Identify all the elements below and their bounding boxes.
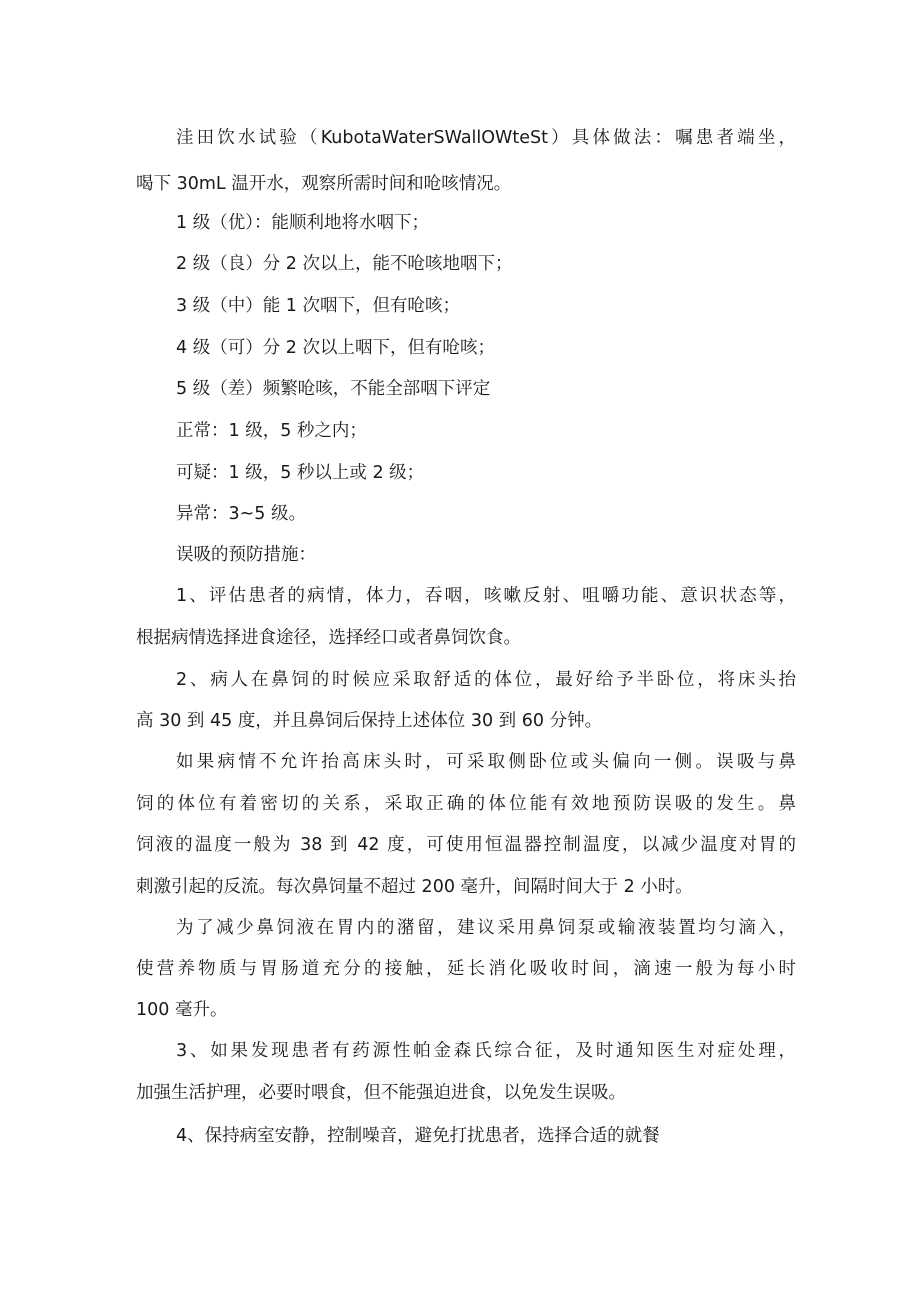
paragraph-line: 3、如果发现患者有药源性帕金森氏综合征，及时通知医生对症处理， bbox=[176, 1041, 796, 1061]
paragraph-line: 加强生活护理，必要时喂食，但不能强迫进食，以免发生误吸。 bbox=[136, 1083, 626, 1103]
paragraph-line: 使营养物质与胃肠道充分的接触，延长消化吸收时间，滴速一般为每小时 bbox=[136, 959, 796, 979]
paragraph-line: 根据病情选择进食途径，选择经口或者鼻饲饮食。 bbox=[136, 628, 521, 648]
grade-item: 5 级（差）频繁呛咳，不能全部咽下评定 bbox=[176, 379, 491, 399]
evaluation-item: 可疑：1 级，5 秒以上或 2 级； bbox=[176, 463, 425, 483]
grade-item: 3 级（中）能 1 次咽下，但有呛咳； bbox=[176, 296, 460, 316]
paragraph-line: 为了减少鼻饲液在胃内的潴留，建议采用鼻饲泵或输液装置均匀滴入， bbox=[176, 918, 796, 938]
evaluation-item: 正常：1 级，5 秒之内； bbox=[176, 421, 367, 441]
paragraph-line: 饲液的温度一般为 38 到 42 度，可使用恒温器控制温度，以减少温度对胃的 bbox=[136, 835, 796, 855]
paragraph-line: 如果病情不允许抬高床头时，可采取侧卧位或头偏向一侧。误吸与鼻 bbox=[176, 752, 796, 772]
evaluation-item: 异常：3~5 级。 bbox=[176, 504, 306, 524]
paragraph-line: 刺激引起的反流。每次鼻饲量不超过 200 毫升，间隔时间大于 2 小时。 bbox=[136, 877, 693, 897]
grade-item: 1 级（优）：能顺利地将水咽下； bbox=[176, 213, 429, 233]
intro-line: 喝下 30mL 温开水，观察所需时间和呛咳情况。 bbox=[136, 174, 512, 194]
grade-item: 2 级（良）分 2 次以上，能不呛咳地咽下； bbox=[176, 254, 513, 274]
paragraph-line: 1、评估患者的病情，体力，吞咽，咳嗽反射、咀嚼功能、意识状态等， bbox=[176, 586, 796, 606]
paragraph-line: 4、保持病室安静，控制噪音，避免打扰患者，选择合适的就餐 bbox=[176, 1126, 660, 1146]
intro-line: 洼田饮水试验（KubotaWaterSWallOWteSt）具体做法：嘱患者端坐， bbox=[176, 128, 796, 148]
grade-item: 4 级（可）分 2 次以上咽下，但有呛咳； bbox=[176, 338, 495, 358]
prevention-heading: 误吸的预防措施： bbox=[176, 545, 316, 565]
paragraph-line: 高 30 到 45 度，并且鼻饲后保持上述体位 30 到 60 分钟。 bbox=[136, 711, 603, 731]
paragraph-line: 饲的体位有着密切的关系，采取正确的体位能有效地预防误吸的发生。鼻 bbox=[136, 794, 796, 814]
paragraph-line: 2、病人在鼻饲的时候应采取舒适的体位，最好给予半卧位，将床头抬 bbox=[176, 670, 796, 690]
paragraph-line: 100 毫升。 bbox=[136, 1000, 228, 1020]
